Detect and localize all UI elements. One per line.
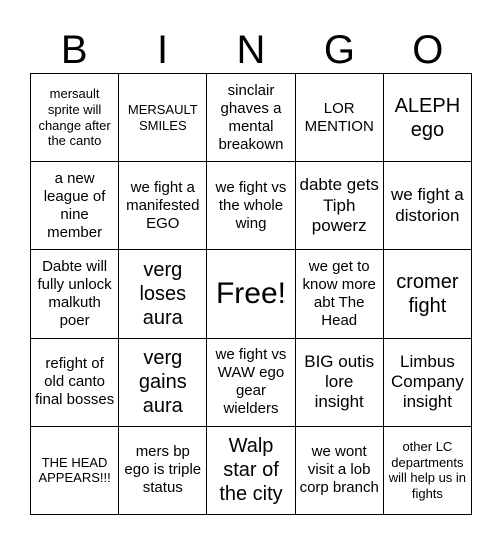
bingo-cell[interactable]: we fight a distorion	[384, 162, 472, 250]
bingo-cell[interactable]: refight of old canto final bosses	[31, 339, 119, 427]
bingo-cell[interactable]: dabte gets Tiph powerz	[296, 162, 384, 250]
bingo-cell[interactable]: Limbus Company insight	[384, 339, 472, 427]
bingo-cell[interactable]: we fight vs WAW ego gear wielders	[207, 339, 295, 427]
bingo-cell[interactable]: Walp star of the city	[207, 427, 295, 515]
header-letter-o: O	[412, 28, 444, 72]
header-letter-n: N	[236, 28, 266, 72]
bingo-cell[interactable]: a new league of nine member	[31, 162, 119, 250]
bingo-cell[interactable]: THE HEAD APPEARS!!!	[31, 427, 119, 515]
bingo-header	[30, 28, 472, 72]
bingo-cell[interactable]: ALEPH ego	[384, 74, 472, 162]
bingo-cell[interactable]: we get to know more abt The Head	[296, 250, 384, 338]
bingo-cell[interactable]: BIG outis lore insight	[296, 339, 384, 427]
bingo-cell[interactable]: we fight vs the whole wing	[207, 162, 295, 250]
header-letter-b: B	[60, 28, 88, 72]
bingo-cell[interactable]: LOR MENTION	[296, 74, 384, 162]
bingo-cell[interactable]: we fight a manifested EGO	[119, 162, 207, 250]
header-letter-g: G	[323, 28, 355, 72]
bingo-cell[interactable]: mersault sprite will change after the canto	[31, 74, 119, 162]
bingo-cell[interactable]: Dabte will fully unlock malkuth poer	[31, 250, 119, 338]
bingo-cell[interactable]: other LC departments will help us in fights	[384, 427, 472, 515]
bingo-cell[interactable]: sinclair ghaves a mental breakown	[207, 74, 295, 162]
bingo-cell[interactable]: cromer fight	[384, 250, 472, 338]
bingo-cell[interactable]: mers bp ego is triple status	[119, 427, 207, 515]
free-space-cell[interactable]: Free!	[207, 250, 295, 338]
bingo-cell[interactable]: we wont visit a lob corp branch	[296, 427, 384, 515]
bingo-cell[interactable]: verg loses aura	[119, 250, 207, 338]
bingo-card	[30, 73, 472, 515]
bingo-cell[interactable]: MERSAULT SMILES	[119, 74, 207, 162]
bingo-cell[interactable]: verg gains aura	[119, 339, 207, 427]
header-letter-i: I	[157, 28, 169, 72]
